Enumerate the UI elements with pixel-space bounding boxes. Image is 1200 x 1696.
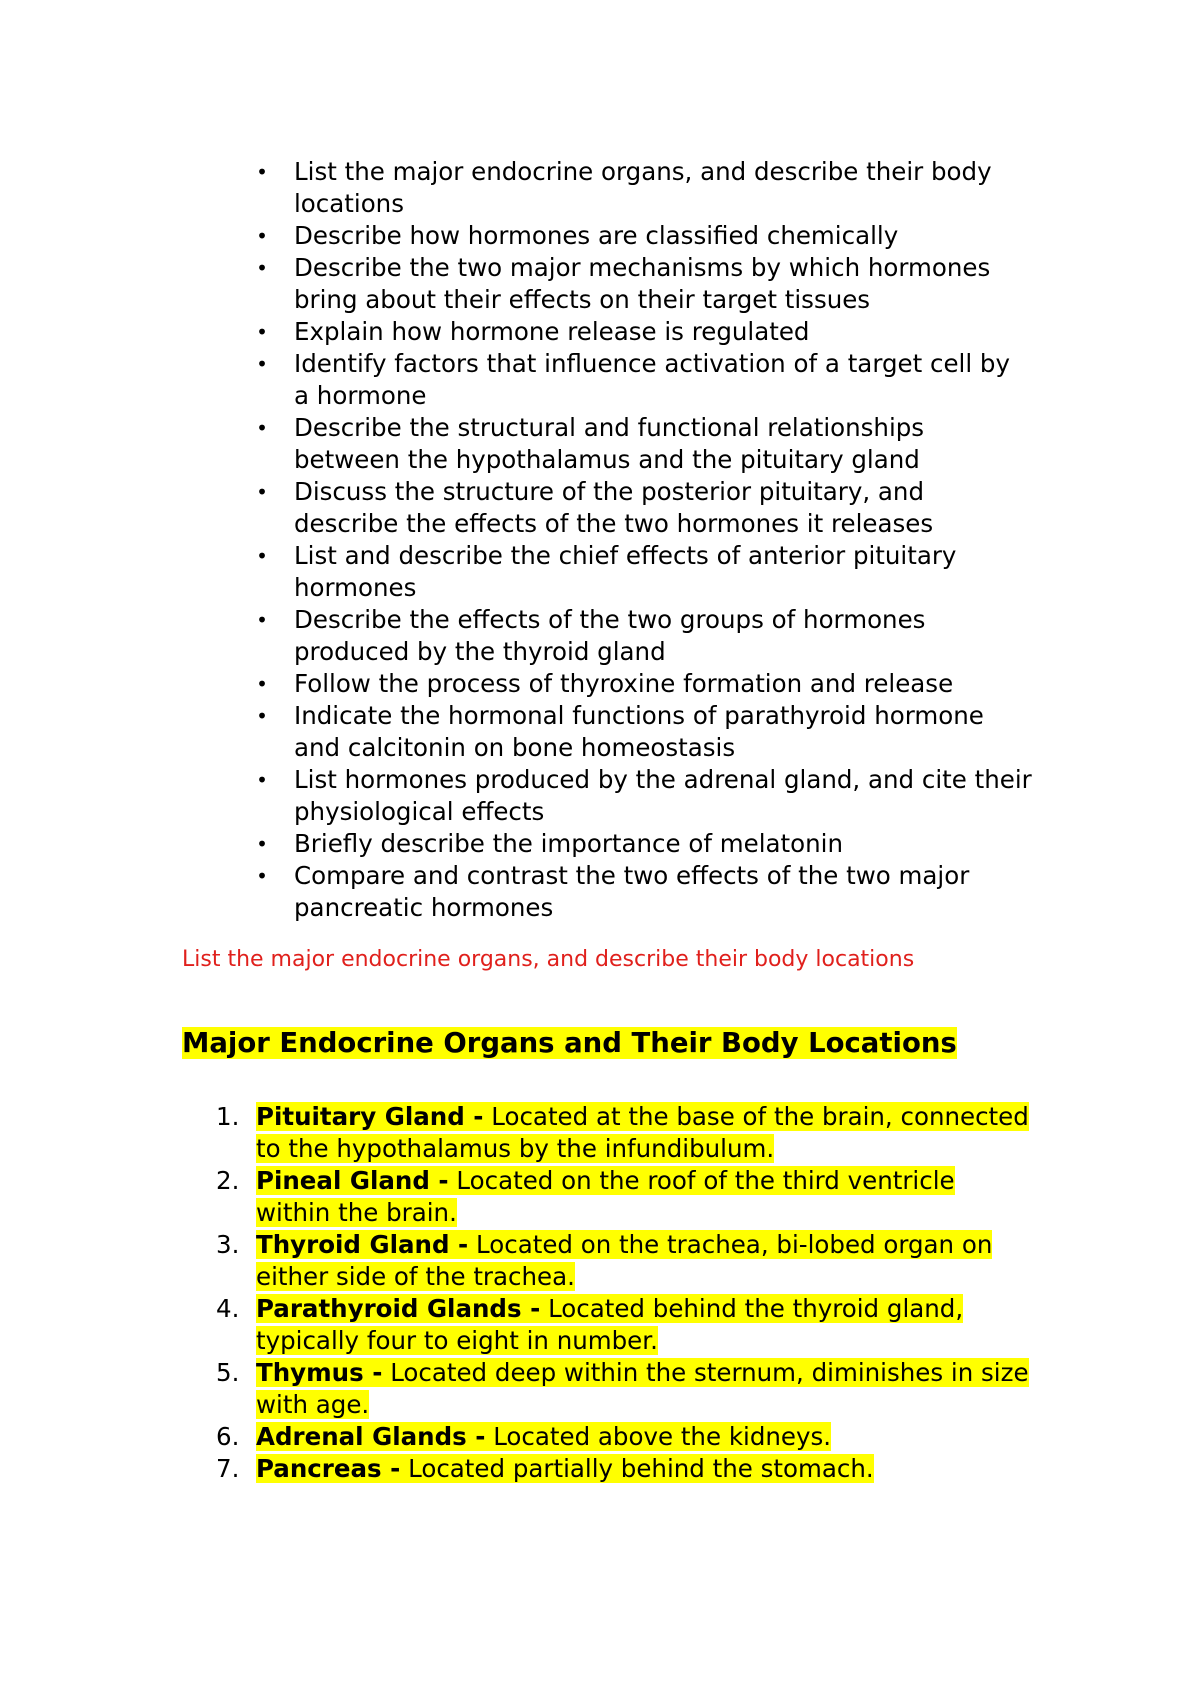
organ-item <box>216 1421 1036 1453</box>
objective-item <box>252 764 1032 828</box>
learning-objectives-list <box>252 156 1032 924</box>
organ-description: Located on the roof of the third ventricle within the brain. <box>256 1166 955 1227</box>
list-number: 2. <box>216 1166 240 1195</box>
list-number: 6. <box>216 1422 240 1451</box>
objective-text: Identify factors that influence activation of a target cell by a hormone <box>294 349 1010 410</box>
bullet-icon: • <box>256 608 268 632</box>
organ-name: Pineal Gland - <box>256 1166 449 1195</box>
objective-text: List hormones produced by the adrenal gland, and cite their physiological effects <box>294 765 1032 826</box>
objective-item <box>252 156 1032 220</box>
objective-item <box>252 252 1032 316</box>
organ-name: Adrenal Glands - <box>256 1422 486 1451</box>
organ-name: Thymus - <box>256 1358 383 1387</box>
bullet-icon: • <box>256 544 268 568</box>
organ-description: Located behind the thyroid gland, typically four to eight in number. <box>256 1294 964 1355</box>
endocrine-organs-list <box>216 1101 1036 1485</box>
objective-text: Discuss the structure of the posterior pituitary, and describe the effects of the two hormones it releases <box>294 477 934 538</box>
objective-text: Describe the structural and functional relationships between the hypothalamus and the pituitary gland <box>294 413 925 474</box>
bullet-icon: • <box>256 160 268 184</box>
list-number: 4. <box>216 1294 240 1323</box>
organ-item <box>216 1229 1036 1293</box>
bullet-icon: • <box>256 672 268 696</box>
organ-item <box>216 1101 1036 1165</box>
objective-item <box>252 668 1032 700</box>
objective-text: Follow the process of thyroxine formation and release <box>294 669 954 698</box>
objective-item <box>252 412 1032 476</box>
objective-text: Compare and contrast the two effects of the two major pancreatic hormones <box>294 861 970 922</box>
heading-text: Major Endocrine Organs and Their Body Locations <box>182 1027 957 1059</box>
bullet-icon: • <box>256 352 268 376</box>
section-heading <box>182 1024 957 1062</box>
objective-item <box>252 700 1032 764</box>
bullet-icon: • <box>256 224 268 248</box>
restated-objective: List the major endocrine organs, and describe their body locations <box>182 947 915 972</box>
organ-name: Pancreas - <box>256 1454 401 1483</box>
objective-text: Describe the two major mechanisms by which hormones bring about their effects on their target tissues <box>294 253 991 314</box>
organ-description: Located partially behind the stomach. <box>408 1454 874 1483</box>
objective-text: List and describe the chief effects of anterior pituitary hormones <box>294 541 957 602</box>
objective-item <box>252 828 1032 860</box>
bullet-icon: • <box>256 416 268 440</box>
list-number: 3. <box>216 1230 240 1259</box>
organ-description: Located above the kidneys. <box>493 1422 832 1451</box>
organ-item <box>216 1357 1036 1421</box>
organ-description: Located deep within the sternum, diminishes in size with age. <box>256 1358 1029 1419</box>
bullet-icon: • <box>256 704 268 728</box>
organ-item <box>216 1293 1036 1357</box>
objective-text: Briefly describe the importance of melatonin <box>294 829 844 858</box>
objective-item <box>252 860 1032 924</box>
objective-text: Describe how hormones are classified chemically <box>294 221 899 250</box>
objective-text: Explain how hormone release is regulated <box>294 317 810 346</box>
organ-item <box>216 1453 1036 1485</box>
bullet-icon: • <box>256 832 268 856</box>
bullet-icon: • <box>256 864 268 888</box>
objective-item <box>252 316 1032 348</box>
list-number: 7. <box>216 1454 240 1483</box>
objective-item <box>252 348 1032 412</box>
organ-description: Located on the trachea, bi-lobed organ on either side of the trachea. <box>256 1230 993 1291</box>
bullet-icon: • <box>256 768 268 792</box>
organ-description: Located at the base of the brain, connected to the hypothalamus by the infundibulum. <box>256 1102 1029 1163</box>
bullet-icon: • <box>256 480 268 504</box>
objective-item <box>252 476 1032 540</box>
organ-name: Parathyroid Glands - <box>256 1294 541 1323</box>
bullet-icon: • <box>256 320 268 344</box>
objective-item <box>252 220 1032 252</box>
organ-name: Pituitary Gland - <box>256 1102 484 1131</box>
list-number: 5. <box>216 1358 240 1387</box>
list-number: 1. <box>216 1102 240 1131</box>
objective-item <box>252 604 1032 668</box>
objective-text: Indicate the hormonal functions of parathyroid hormone and calcitonin on bone homeostasis <box>294 701 984 762</box>
organ-name: Thyroid Gland - <box>256 1230 469 1259</box>
objective-text: List the major endocrine organs, and describe their body locations <box>294 157 992 218</box>
bullet-icon: • <box>256 256 268 280</box>
objective-item <box>252 540 1032 604</box>
organ-item <box>216 1165 1036 1229</box>
objective-text: Describe the effects of the two groups of hormones produced by the thyroid gland <box>294 605 926 666</box>
